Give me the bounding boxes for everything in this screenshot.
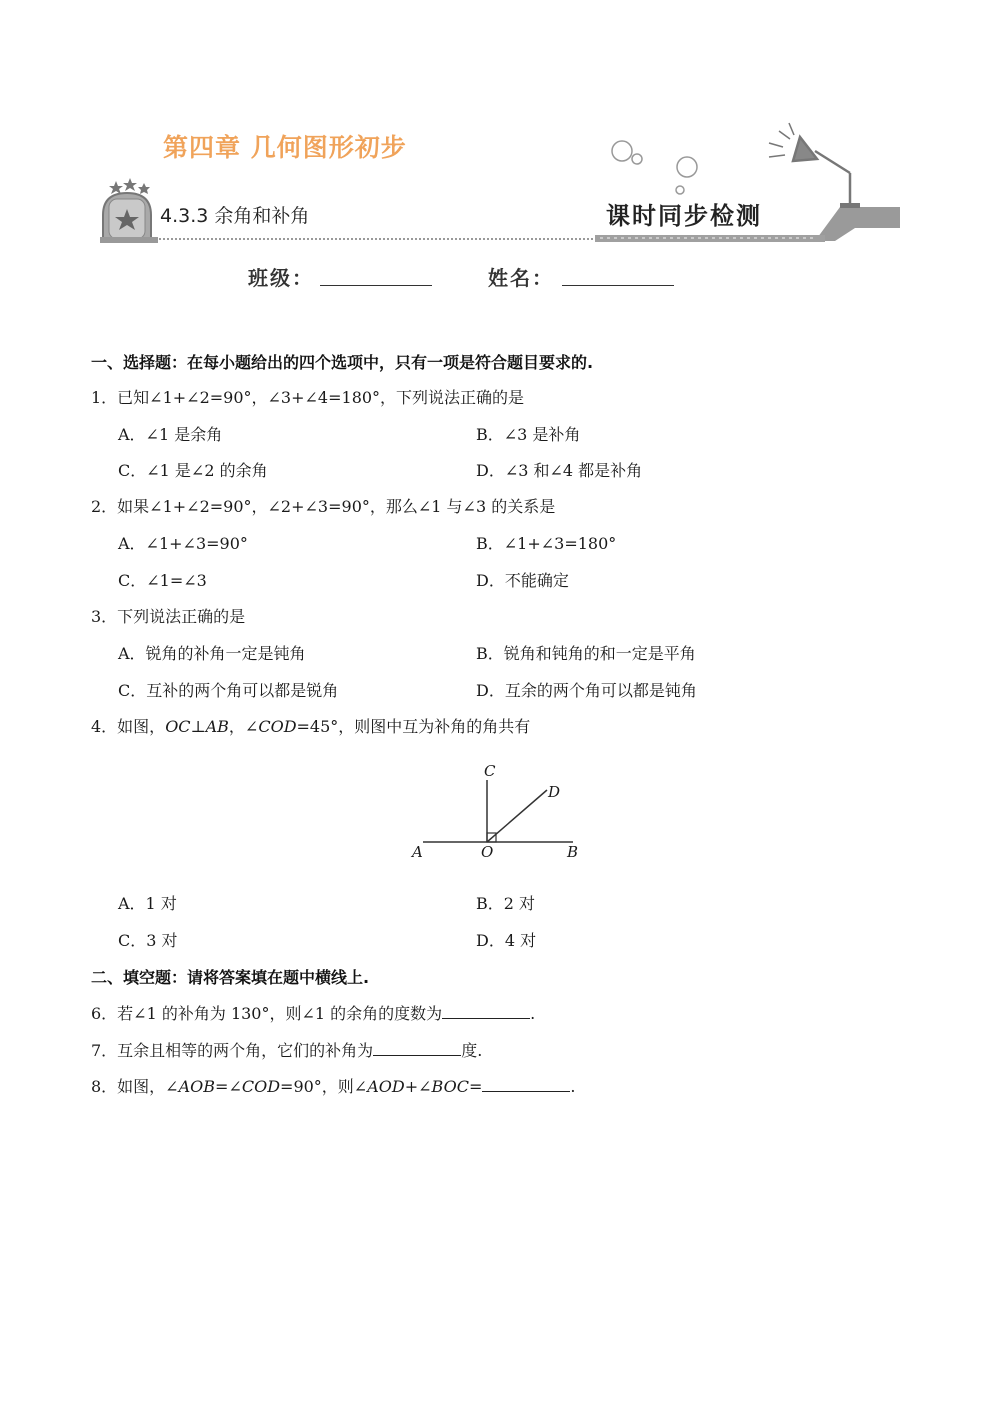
q4-option-a[interactable]: A．1 对	[118, 894, 177, 913]
label-o: O	[481, 843, 494, 861]
question-6: 6．若∠1 的补角为 130°，则∠1 的余角的度数为 .	[91, 1004, 536, 1023]
section-title: 4.3.3 余角和补角	[160, 205, 310, 227]
q3-option-b[interactable]: B．锐角和钝角的和一定是平角	[476, 644, 696, 663]
q2-option-c[interactable]: C．∠1=∠3	[118, 571, 207, 590]
name-input-line[interactable]	[562, 285, 674, 286]
q1-option-a[interactable]: A．∠1 是余角	[118, 425, 223, 444]
bubble-icon	[632, 154, 642, 164]
question-1-stem: 1．已知∠1+∠2=90°，∠3+∠4=180°，下列说法正确的是	[91, 388, 525, 407]
q1-option-b[interactable]: B．∠3 是补角	[476, 425, 581, 444]
q7-answer-blank[interactable]	[373, 1041, 461, 1056]
q3-option-c[interactable]: C．互补的两个角可以都是锐角	[118, 681, 339, 700]
q2-option-b[interactable]: B．∠1+∠3=180°	[476, 534, 617, 553]
question-4-stem: 4．如图，OC⊥AB，∠COD=45°，则图中互为补角的角共有	[91, 717, 531, 736]
q3-option-a[interactable]: A．锐角的补角一定是钝角	[118, 644, 306, 663]
q2-option-d[interactable]: D．不能确定	[476, 571, 569, 590]
desk-lamp-icon	[769, 123, 860, 208]
label-d: D	[548, 783, 561, 801]
badge-title: 课时同步检测	[606, 201, 762, 230]
q4-option-d[interactable]: D．4 对	[476, 931, 537, 950]
q3-option-d[interactable]: D．互余的两个角可以都是钝角	[476, 681, 697, 700]
bubble-icon	[676, 186, 684, 194]
bubble-icon	[612, 141, 632, 161]
q6-answer-blank[interactable]	[442, 1004, 530, 1019]
question-8: 8．如图，∠AOB=∠COD=90°，则∠AOD+∠BOC= .	[91, 1077, 576, 1096]
header-banner	[95, 95, 905, 255]
q1-option-d[interactable]: D．∠3 和∠4 都是补角	[476, 461, 643, 480]
class-input-line[interactable]	[320, 285, 432, 286]
q8-answer-blank[interactable]	[482, 1077, 570, 1092]
section1-heading: 一、选择题：在每小题给出的四个选项中，只有一项是符合题目要求的.	[91, 353, 594, 372]
q1-option-c[interactable]: C．∠1 是∠2 的余角	[118, 461, 268, 480]
label-b: B	[567, 843, 579, 861]
name-label: 姓名：	[488, 266, 554, 290]
chapter-title: 第四章 几何图形初步	[163, 133, 407, 162]
q4-option-c[interactable]: C．3 对	[118, 931, 178, 950]
question-3-stem: 3．下列说法正确的是	[91, 607, 246, 626]
q2-option-a[interactable]: A．∠1+∠3=90°	[118, 534, 248, 553]
q4-option-b[interactable]: B．2 对	[476, 894, 536, 913]
bubble-icon	[677, 157, 697, 177]
class-label: 班级：	[248, 266, 314, 290]
label-a: A	[412, 843, 423, 861]
section2-heading: 二、填空题：请将答案填在题中横线上.	[91, 968, 370, 987]
star-badge-icon	[100, 178, 158, 243]
question-2-stem: 2．如果∠1+∠2=90°，∠2+∠3=90°，那么∠1 与∠3 的关系是	[91, 497, 556, 516]
label-c: C	[484, 762, 496, 780]
question-7: 7．互余且相等的两个角，它们的补角为 度.	[91, 1041, 483, 1060]
